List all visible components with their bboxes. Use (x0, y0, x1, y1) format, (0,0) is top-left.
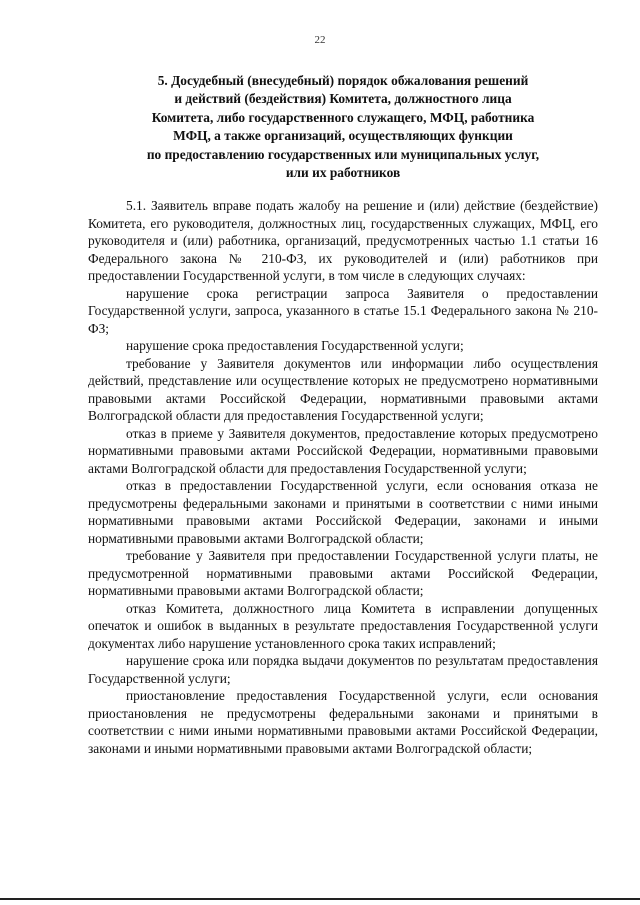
list-item: отказ в приеме у Заявителя документов, предоставление которых предусмотрено нормативными правовыми актами Российской Федерации, нормативными правовыми актами Волгоградской области для предоставления Государственной услуги; (88, 425, 598, 476)
list-item: нарушение срока или порядка выдачи документов по результатам предоставления Государственной услуги; (88, 653, 598, 686)
list-item: нарушение срока предоставления Государственной услуги; (126, 338, 464, 353)
section-heading-line: МФЦ, а также организаций, осуществляющих функции (173, 128, 513, 144)
page-number: 22 (314, 34, 326, 46)
section-heading-line: Комитета, либо государственного служащего, МФЦ, работника (151, 109, 535, 125)
list-item: требование у Заявителя при предоставлении Государственной услуги платы, не предусмотренной нормативными правовыми актами Российской Федерации, нормативными правовыми актами Волгоградской области; (88, 548, 598, 598)
list-item: требование у Заявителя документов или информации либо осуществления действий, представление или осуществление которых не предусмотрено нормативными правовыми актами Российской Федерации, нормативными правовыми актами Волгоградской области для предоставления Государственной услуги; (88, 355, 598, 423)
section-heading-line: и действий (бездействия) Комитета, должностного лица (174, 91, 512, 107)
list-item: приостановление предоставления Государственной услуги, если основания приостановления не предусмотрены федеральными законами и принятыми в соответствии с ними иными нормативными правовыми актами Российской Федерации, законами и иными нормативными правовыми актами Волгоградской области; (88, 688, 598, 756)
document-body (88, 197, 598, 757)
section-heading-line: по предоставлению государственных или муниципальных услуг, (146, 146, 540, 162)
list-item: отказ в предоставлении Государственной услуги, если основания отказа не предусмотрены федеральными законами и принятыми в соответствии с ними иными нормативными правовыми актами Российской Федерации, законами и иными нормативными правовыми актами Волгоградской области; (88, 478, 598, 546)
list-item: отказ Комитета, должностного лица Комитета в исправлении допущенных опечаток и ошибок в выданных в результате предоставления Государственной услуги документах либо нарушение установленного срока таких исправлений; (88, 600, 598, 651)
list-item: нарушение срока регистрации запроса Заявителя о предоставлении Государственной услуги, запроса, указанного в статье 15.1 Федерального закона № 210-ФЗ; (88, 285, 598, 336)
section-heading-line: 5. Досудебный (внесудебный) порядок обжалования решений (157, 73, 529, 88)
page-bottom-border (0, 898, 640, 900)
section-heading (88, 72, 598, 182)
paragraph-5-1: 5.1. Заявитель вправе подать жалобу на решение и (или) действие (бездействие) Комитета, его руководителя, должностных лиц, государственных служащих, МФЦ, его руководителя и (или) работника, организаций, предусмотренных частью 1.1 статьи 16 Федерального закона № 210-ФЗ, их руководителей и (или) работников при предоставлении Государственной услуги, в том числе в следующих случаях: (88, 198, 598, 283)
section-heading-line: или их работников (285, 165, 401, 181)
